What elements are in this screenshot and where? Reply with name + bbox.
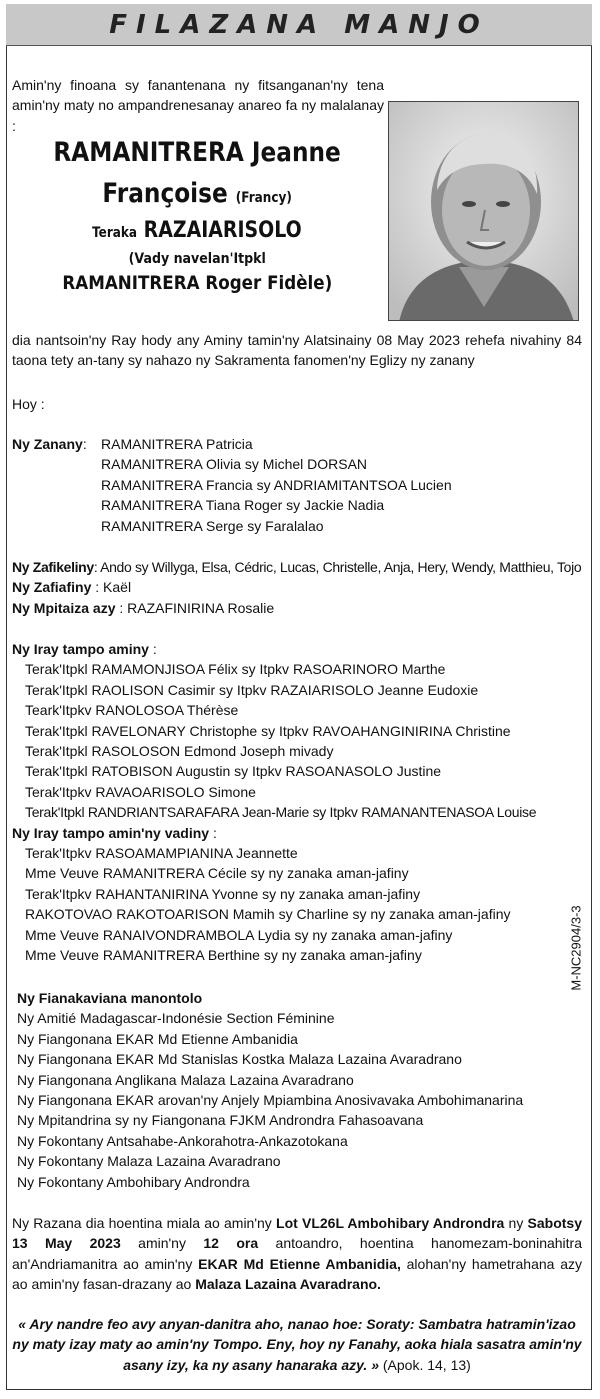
- maiden-name: RAZAIARISOLO: [143, 218, 302, 243]
- zafiafiny-label: Ny Zafiafiny: [12, 579, 92, 596]
- funeral-text: ny: [504, 1215, 528, 1231]
- list-item: Ny Fiangonana EKAR Md Etienne Ambanidia: [17, 1030, 298, 1047]
- funeral-text: Ny Razana dia hoentina miala ao amin'ny: [12, 1215, 277, 1231]
- iray-tampo-vadiny-label: Ny Iray tampo amin'ny vadiny: [12, 824, 210, 841]
- fianakaviana-label: Ny Fianakaviana manontolo: [17, 990, 203, 1006]
- list-item: Teark'Itpkv RANOLOSOA Thérèse: [25, 702, 239, 719]
- list-item: Terak'Itpkv RASOAMAMPIANINA Jeannette: [25, 845, 298, 862]
- zanany-colon: :: [82, 436, 87, 452]
- list-item: Terak'Itpkl RANDRIANTSARAFARA Jean-Marie sy Itpkv RAMANANTENASOA Louise: [25, 804, 537, 821]
- list-item: Terak'Itpkl RASOLOSON Edmond Joseph mivady: [25, 743, 334, 760]
- spouse-close: ): [324, 272, 332, 294]
- list-item: Mme Veuve RAMANITRERA Berthine sy ny zanaka aman-jafiny: [25, 947, 422, 964]
- reference-code-text: M-NC2904/3-3: [568, 905, 584, 991]
- list-item: RAMANITRERA Olivia sy Michel DORSAN: [101, 456, 368, 473]
- intro-text: Amin'ny finoana sy fanantenana ny fitsanganan'ny tena amin'ny maty no ampandrenesanay anareo fa ny malalanay :: [12, 77, 384, 134]
- mpitaiza-label: Ny Mpitaiza azy: [12, 599, 116, 616]
- list-item: Ny Fokontany Malaza Lazaina Avaradrano: [17, 1153, 281, 1170]
- list-item: Terak'Itpkv RAHANTANIRINA Yvonne sy ny zanaka aman-jafiny: [25, 885, 421, 902]
- hoy-label: Hoy :: [12, 396, 45, 412]
- list-item: Ny Fokontany Antsahabe-Ankorahotra-Ankazotokana: [17, 1132, 348, 1149]
- zafikeliny-value: : Ando sy Willyga, Elsa, Cédric, Lucas, Christelle, Anja, Hery, Wendy, Matthieu, Tojo: [93, 559, 582, 575]
- list-item: RAMANITRERA Serge sy Faralalao: [101, 517, 324, 534]
- list-item: Ny Mpitandrina sy ny Fiangonana FJKM Androndra Fahasoavana: [17, 1112, 424, 1129]
- funeral-text: antoandro, hoentina hanomezam-boninahitra an'Andriamanitra ao amin'ny: [12, 1235, 583, 1272]
- list-item: RAMANITRERA Francia sy ANDRIAMITANTSOA Lucien: [101, 476, 452, 493]
- deceased-name-line1: RAMANITRERA Jeanne: [53, 137, 341, 168]
- spouse-label: (Vady navelan'Itpkl: [128, 251, 266, 267]
- list-item: RAMANITRERA Tiana Roger sy Jackie Nadia: [101, 497, 385, 514]
- teraka-label: Teraka: [92, 225, 138, 241]
- funeral-details: [12, 1213, 582, 1295]
- zanany-list: [101, 434, 581, 536]
- mpitaiza-value: : RAZAFINIRINA Rosalie: [115, 599, 275, 616]
- list-item: Ny Fokontany Ambohibary Androndra: [17, 1173, 250, 1190]
- notice-title: FILAZANA MANJO: [109, 9, 489, 40]
- funeral-text: amin'ny: [120, 1235, 204, 1252]
- list-item: Terak'Itpkl RAVELONARY Christophe sy Itpkv RAVOAHANGINIRINA Christine: [25, 722, 511, 739]
- list-item: Terak'Itpkl RAOLISON Casimir sy Itpkv RAZAIARISOLO Jeanne Eudoxie: [25, 681, 479, 698]
- iray-tampo-colon: :: [148, 641, 157, 657]
- deceased-name-line2: Françoise: [102, 178, 228, 209]
- deceased-name-block: [12, 132, 382, 297]
- spouse-name: RAMANITRERA Roger Fidèle: [62, 272, 325, 294]
- list-item: Ny Amitié Madagascar-Indonésie Section Féminine: [17, 1010, 335, 1027]
- zafiafiny-value: : Kaël: [91, 579, 132, 596]
- list-item: Mme Veuve RANAIVONDRAMBOLA Lydia sy ny zanaka aman-jafiny: [25, 926, 453, 943]
- zafy-section: [12, 557, 592, 618]
- list-item: Ny Fiangonana EKAR arovan'ny Anjely Mpiambina Anosivavaka Ambohimanarina: [17, 1092, 524, 1109]
- portrait-photo: [388, 101, 579, 321]
- iray-tampo-label: Ny Iray tampo aminy: [12, 641, 149, 657]
- list-item: Mme Veuve RAMANITRERA Cécile sy ny zanaka aman-jafiny: [25, 865, 409, 882]
- zanany-label: Ny Zanany: [12, 436, 83, 452]
- deceased-nickname: (Francy): [235, 190, 292, 206]
- zafikeliny-label: Ny Zafikeliny: [12, 559, 94, 575]
- list-item: Ny Fiangonana EKAR Md Stanislas Kostka Malaza Lazaina Avaradrano: [17, 1051, 462, 1068]
- funeral-time: 12 ora: [203, 1235, 259, 1252]
- burial-place: Malaza Lazaina Avaradrano.: [195, 1276, 381, 1293]
- list-item: Terak'Itpkl RAMAMONJISOA Félix sy Itpkv RASOARINORO Marthe: [25, 661, 446, 678]
- iray-tampo-section: [12, 639, 587, 966]
- notice-header: [6, 4, 592, 46]
- funeral-date: Sabotsy 13 May 2023: [12, 1215, 583, 1252]
- list-item: Terak'Itpkv RAVAOARISOLO Simone: [25, 783, 256, 800]
- fianakaviana-section: [17, 988, 577, 1192]
- quote-text: « Ary nandre feo avy anyan-danitra aho, nanao hoe: Soraty: Sambatra hatramin'izao ny maty izay maty ao amin'ny Tompo. Eny, hoy ny Fanahy, aoka hiala sasatra amin'ny asany izy, ka ny asany hanaraka azy. »: [12, 1316, 582, 1373]
- iray-tampo-vadiny-colon: :: [209, 824, 217, 841]
- bible-quote: [12, 1314, 582, 1375]
- funeral-text: alohan'ny hametrahana azy ao amin'ny fasan-drazany ao: [12, 1255, 582, 1293]
- funeral-church: EKAR Md Etienne Ambanidia,: [198, 1255, 401, 1272]
- list-item: RAMANITRERA Patricia: [101, 436, 253, 452]
- funeral-location: Lot VL26L Ambohibary Androndra: [276, 1215, 505, 1231]
- portrait-icon: [389, 102, 579, 321]
- list-item: Ny Fiangonana Anglikana Malaza Lazaina Avaradrano: [17, 1071, 354, 1088]
- death-notice: dia nantsoin'ny Ray hody any Aminy tamin'ny Alatsinainy 08 May 2023 rehefa nivahiny 84 taona tety an-tany sy nahazo ny Sakramenta fanomen'ny Eglizy ny zanany: [12, 332, 582, 369]
- quote-reference: (Apok. 14, 13): [378, 1356, 471, 1373]
- reference-code: [566, 893, 586, 1003]
- list-item: Terak'Itpkl RATOBISON Augustin sy Itpkv RASOANASOLO Justine: [25, 763, 442, 780]
- list-item: RAKOTOVAO RAKOTOARISON Mamih sy Charline sy ny zanaka aman-jafiny: [25, 906, 511, 923]
